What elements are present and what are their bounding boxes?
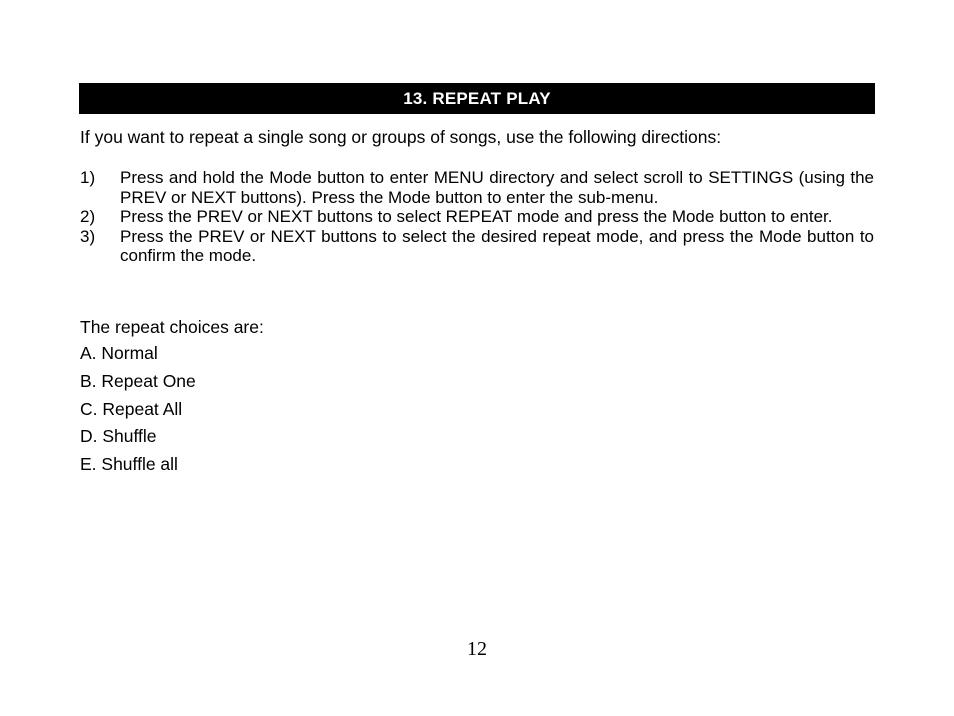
page-number: 12 <box>467 638 487 660</box>
choice-item: D. Shuffle <box>80 426 157 447</box>
choice-item: B. Repeat One <box>80 370 196 391</box>
intro-text: If you want to repeat a single song or groups of songs, use the following directions: <box>80 127 722 147</box>
choice-item: E. Shuffle all <box>80 454 178 475</box>
choices-list <box>80 342 196 481</box>
choice-item: A. Normal <box>80 343 158 363</box>
step-item <box>80 168 874 207</box>
step-text: Press the PREV or NEXT buttons to select the desired repeat mode, and press the Mode button to confirm the mode. <box>120 226 874 265</box>
step-text: Press the PREV or NEXT buttons to select REPEAT mode and press the Mode button to enter. <box>120 207 833 226</box>
step-text: Press and hold the Mode button to enter MENU directory and select scroll to SETTINGS (using the PREV or NEXT buttons). Press the Mode button to enter the sub-menu. <box>120 168 874 207</box>
step-number: 1) <box>80 168 96 187</box>
step-number: 2) <box>80 207 96 226</box>
steps-list <box>80 168 874 266</box>
step-item <box>80 207 874 227</box>
step-number: 3) <box>80 226 96 246</box>
choices-title: The repeat choices are: <box>80 317 264 337</box>
step-item <box>80 227 874 266</box>
section-heading: 13. REPEAT PLAY <box>79 83 875 114</box>
choice-item: C. Repeat All <box>80 398 183 419</box>
